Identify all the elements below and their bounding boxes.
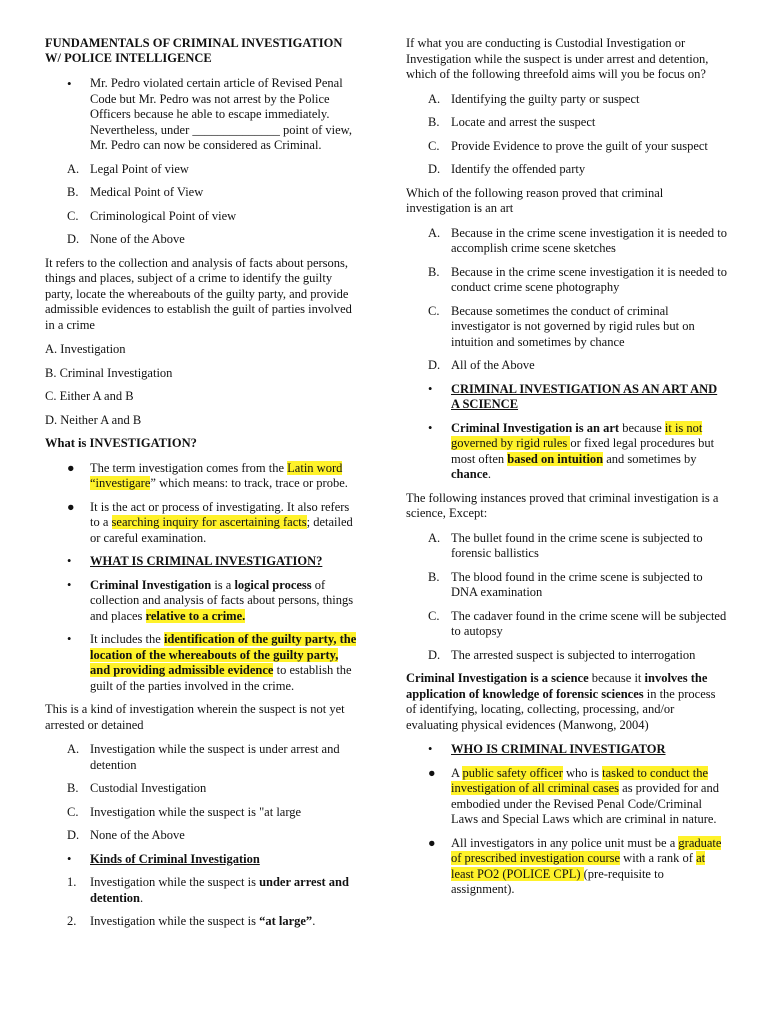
bullet-ci-art: • Criminal Investigation is an art because it is not governed by rigid rules or fixed legal procedures but most often based on intuition and sometimes by chance. [428,420,715,481]
option-text: Investigation while the suspect is "at large [90,804,302,819]
right-column [406,36,728,906]
dot-bullet-icon: ● [428,765,436,780]
option-item [45,232,360,248]
option-text: Legal Point of view [90,161,189,176]
option-letter: A. [428,530,441,545]
option-letter: C. [67,804,79,819]
heading-kinds: • Kinds of Criminal Investigation [67,851,260,866]
option-text: Because sometimes the conduct of criminal investigator is not governed by rigid rules but on intuition and sometimes by chance [451,303,695,349]
option-letter: A. [428,91,441,106]
option-item: C. Either A and B [45,389,134,403]
ci-science-paragraph: Criminal Investigation is a science because it involves the application of knowledge of forensic sciences in the process of identifying, locating, collecting, processing, and/or evaluating physical evidences (Manwong, 2004) [406,671,716,732]
list-number: 1. [67,875,77,889]
option-item [406,162,728,178]
option-text: Because in the crime scene investigation it is needed to conduct crime scene photography [451,264,727,294]
option-letter: D. [67,232,80,246]
option-item: A. Investigation [45,342,126,356]
option-item [406,531,728,562]
bullet-icon: • [67,851,72,866]
option-item [45,805,360,821]
bullet-ci-includes: • It includes the identification of the guilty party, the location of the whereabouts of the guilty party, and providing admissible evidence to establish the guilt of the parties involved in the crime. [67,632,357,693]
highlight: Latin word “investigare [90,460,343,490]
question-6-options [406,531,728,664]
document-title: FUNDAMENTALS OF CRIMINAL INVESTIGATION W/ POLICE INTELLIGENCE [45,36,343,65]
option-item [406,609,728,640]
option-letter: B. [428,569,440,584]
highlight: relative to a crime. [145,608,246,623]
question-2-options [45,342,360,428]
option-text: All of the Above [451,358,535,372]
heading-who-is-investigator: • WHO IS CRIMINAL INVESTIGATOR [428,742,666,756]
highlight: public safety officer [462,765,563,780]
highlight: tasked to conduct the investigation of all criminal cases [451,765,709,795]
question-2-text: It refers to the collection and analysis of facts about persons, things and places, subject of a crime to identify the guilty party, locate the whereabouts of the guilty party, and provide admissible evidences to establish the guilt of parties involved in a crime [45,255,352,332]
heading-art-and-science: • CRIMINAL INVESTIGATION AS AN ART AND A SCIENCE [428,381,718,411]
option-item [45,209,360,225]
option-letter: B. [428,264,440,279]
option-text: Provide Evidence to prove the guilt of your suspect [451,138,708,153]
dot-bullet-icon: ● [428,835,436,850]
bullet-icon: • [67,632,72,646]
option-item [45,742,360,773]
option-letter: B. [428,115,440,129]
heading-what-is-criminal-investigation: • WHAT IS CRIMINAL INVESTIGATION? [67,554,323,568]
highlight: at least PO2 (POLICE CPL) [451,851,706,881]
option-letter: A. [67,742,80,756]
option-text: None of the Above [90,828,185,842]
highlight: graduate of prescribed investigation course [451,835,722,865]
question-3-text: This is a kind of investigation wherein the suspect is not yet arrested or detained [45,702,345,732]
question-4-text: If what you are conducting is Custodial Investigation or Investigation while the suspect is under arrest and detention, which of the following threefold aims will you be focus on? [406,36,709,81]
option-letter: B. [67,185,79,199]
highlight: based on intuition [507,451,604,466]
option-item [406,304,728,351]
option-text: The arrested suspect is subjected to interrogation [451,647,696,662]
option-letter: D. [428,647,441,662]
option-text: Medical Point of View [90,185,204,199]
bullet-icon: • [428,420,433,435]
question-1 [45,76,360,154]
bullet-ci-definition: • Criminal Investigation is a logical process of collection and analysis of facts about persons, things and places relative to a crime. [67,577,354,623]
option-letter: C. [428,608,440,623]
question-3-options [45,742,360,844]
option-item [406,92,728,108]
option-letter: C. [428,303,440,318]
question-6-text: The following instances proved that criminal investigation is a science, Except: [406,490,719,520]
highlight: identification of the guilty party, the location of the whereabouts of the guilty party, and providing admissible evidence [90,632,357,677]
option-letter: A. [428,225,441,240]
option-text: Custodial Investigation [90,781,207,795]
question-5-text: Which of the following reason proved that criminal investigation is an art [406,185,664,215]
highlight: it is not governed by rigid rules [451,420,703,450]
option-item [406,226,728,257]
bullet-icon: • [428,742,433,756]
option-text: The blood found in the crime scene is subjected to DNA examination [451,569,703,599]
option-letter: B. [67,781,79,795]
option-item [45,781,360,797]
heading-what-is-investigation: What is INVESTIGATION? [45,436,197,450]
option-item [406,358,728,374]
option-text: Identifying the guilty party or suspect [451,91,640,106]
option-letter: C. [67,208,79,223]
question-1-text: Mr. Pedro violated certain article of Revised Penal Code but Mr. Pedro was not arrest by the Police Officers because he able to escape immediately. Nevertheless, under ______________ point of view, Mr. Pedro can now be considered as Criminal. [90,76,352,152]
option-letter: D. [67,828,80,842]
option-text: Investigation while the suspect is under arrest and detention [90,742,340,772]
bullet-icon: • [428,381,433,396]
option-item [45,828,360,844]
option-text: The bullet found in the crime scene is subjected to forensic ballistics [451,530,703,560]
list-number: 2. [67,914,77,928]
question-1-options [45,162,360,248]
option-letter: D. [428,358,441,372]
option-text: Criminological Point of view [90,208,237,223]
question-5-options [406,226,728,374]
option-letter: C. [428,138,440,153]
dot-bullet-icon: ● [67,499,75,514]
option-text: Because in the crime scene investigation it is needed to accomplish crime scene sketches [451,225,727,255]
option-letter: D. [428,162,441,176]
option-text: The cadaver found in the crime scene will be subjected to autopsy [451,608,727,638]
option-item [406,570,728,601]
option-text: Locate and arrest the suspect [451,115,596,129]
dot-bullet-icon: ● [67,460,75,475]
option-item: B. Criminal Investigation [45,365,173,380]
option-item [406,115,728,131]
option-letter: A. [67,161,80,176]
left-column [45,36,360,938]
bullet-icon: • [67,76,72,91]
question-4-options [406,92,728,178]
option-item [45,162,360,178]
option-item: D. Neither A and B [45,412,142,427]
kind-1: 1. Investigation while the suspect is under arrest and detention. [67,875,349,905]
option-item [406,139,728,155]
option-text: Identify the offended party [451,162,586,176]
bullet-investigator-requirement: ● All investigators in any police unit must be a graduate of prescribed investigation course with a rank of at least PO2 (POLICE CPL) (pre-requisite to assignment). [428,835,722,896]
option-item [406,648,728,664]
bullet-investigation-origin: ● The term investigation comes from the Latin word “investigare” which means: to track, trace or probe. [67,460,348,490]
bullet-icon: • [67,577,72,592]
kind-2: 2. Investigation while the suspect is “at large”. [67,914,316,928]
option-text: None of the Above [90,232,185,246]
option-item [406,265,728,296]
highlight: searching inquiry for ascertaining facts [111,515,307,529]
bullet-icon: • [67,554,72,568]
bullet-investigation-act: ● It is the act or process of investigating. It also refers to a searching inquiry for ascertaining facts; detailed or careful examination. [67,499,353,545]
option-item [45,185,360,201]
bullet-investigator-definition: ● A public safety officer who is tasked to conduct the investigation of all criminal cases as provided for and embodied under the Revised Penal Code/Criminal Laws and Special Laws which are criminal in nature. [428,765,719,826]
